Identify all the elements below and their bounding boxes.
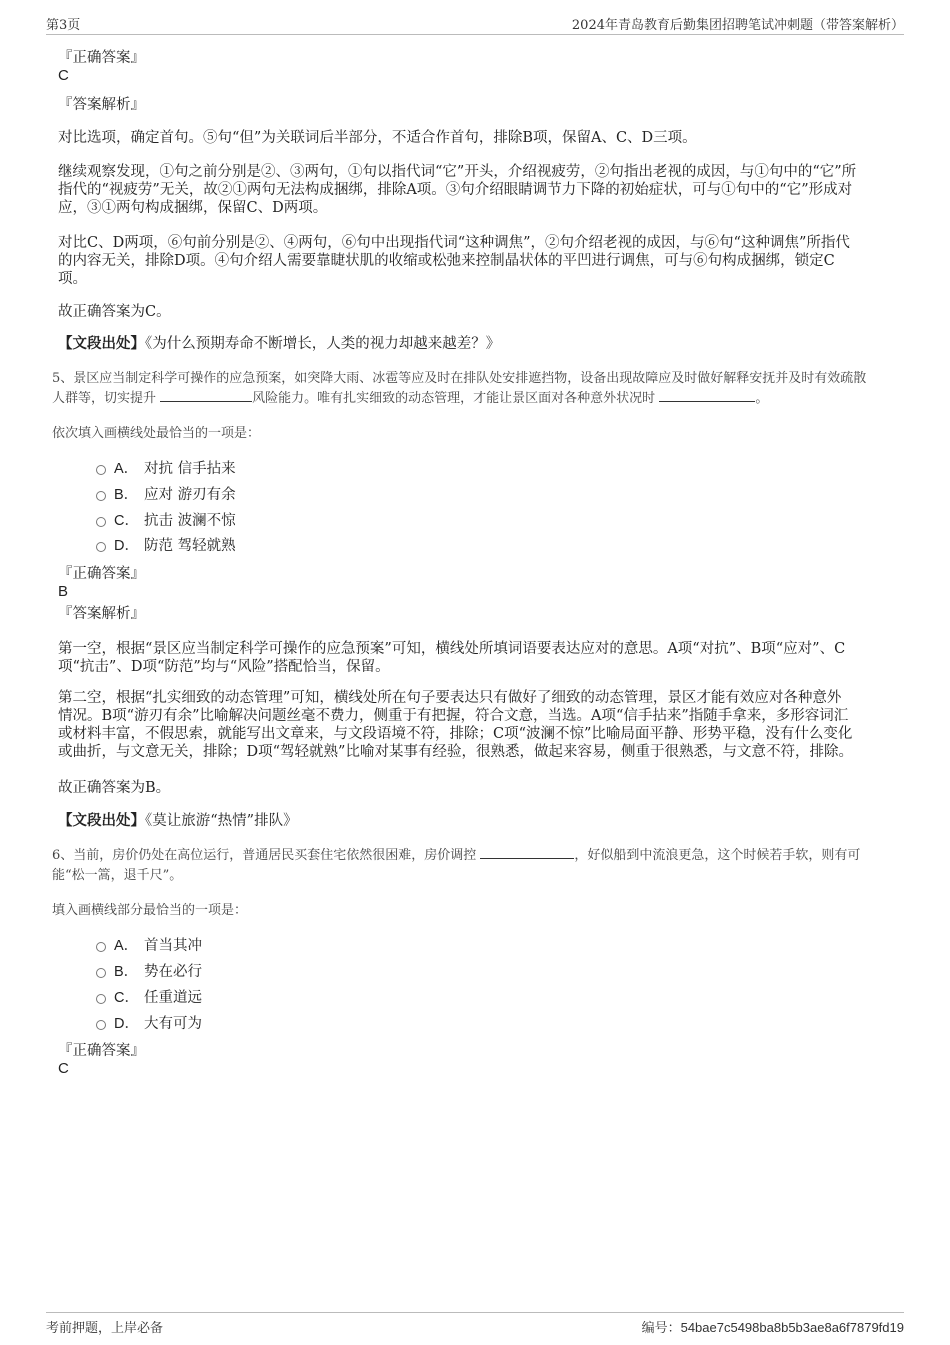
radio-icon[interactable] xyxy=(96,465,106,475)
q4-analysis-p1: 对比选项，确定首句。⑤句“但”为关联词后半部分，不适合作首句，排除B项，保留A、C、D三项。 xyxy=(58,130,697,146)
q5-analysis-p1: 第一空，根据“景区应当制定科学可操作的应急预案”可知，横线处所填词语要表达应对的意思。A项“对抗”、B项“应对”、C 项“抗击”、D项“防范”均与“风险”搭配恰当，保留。 xyxy=(58,641,846,675)
q6-option-d[interactable]: D． 大有可为 xyxy=(96,1015,202,1033)
document-title: 2024年青岛教育后勤集团招聘笔试冲刺题（带答案解析） xyxy=(571,18,904,33)
q5-option-d[interactable]: D． 防范 驾轻就熟 xyxy=(96,537,236,555)
q4-answer-label: 『正确答案』 xyxy=(58,50,145,66)
q5-conclusion: 故正确答案为B。 xyxy=(58,780,171,796)
radio-icon[interactable] xyxy=(96,491,106,501)
page-footer xyxy=(46,1312,904,1335)
source-title: 《莫让旅游“热情”排队》 xyxy=(145,813,298,829)
q4-answer: C xyxy=(58,67,69,84)
radio-icon[interactable] xyxy=(96,517,106,527)
q5-stem: 5、景区应当制定科学可操作的应急预案，如突降大雨、冰雹等应及时在排队处安排遮挡物，设备出现故障应及时做好解释安抚并及时有效疏散 人群等，切实提升 风险能力。唯有扎实细致的动态管理，才能让景区面对各种意外状况时 。 xyxy=(52,371,867,406)
q5-option-b[interactable]: B． 应对 游刃有余 xyxy=(96,486,236,504)
q5-prompt: 依次填入画横线处最恰当的一项是： xyxy=(52,426,261,441)
q5-blank-1 xyxy=(160,389,252,402)
source-label: 【文段出处】 xyxy=(58,812,145,829)
source-title: 《为什么预期寿命不断增长，人类的视力却越来越差？》 xyxy=(145,336,501,352)
radio-icon[interactable] xyxy=(96,994,106,1004)
q4-source xyxy=(58,335,888,353)
page-number: 第3页 xyxy=(46,18,81,33)
radio-icon[interactable] xyxy=(96,968,106,978)
q6-answer: C xyxy=(58,1060,69,1077)
radio-icon[interactable] xyxy=(96,942,106,952)
q4-analysis-p2: 继续观察发现，①句之前分别是②、③两句，①句以指代词“它”开头，介绍视疲劳，②句指出老视的成因，与①句中的“它”所 指代的“视疲劳”无关，故②①两句无法构成捆绑，排除A项。③句介绍眼睛调节力下降的初始症状，可与①句中的“它”形成对 应，③①两句构成捆绑，保留C、D两项。 xyxy=(58,164,857,216)
q5-source xyxy=(58,812,888,830)
radio-icon[interactable] xyxy=(96,542,106,552)
q6-option-c[interactable]: C． 任重道远 xyxy=(96,989,202,1007)
q5-answer: B xyxy=(58,583,69,600)
q6-answer-label: 『正确答案』 xyxy=(58,1043,145,1059)
q4-conclusion: 故正确答案为C。 xyxy=(58,304,171,320)
radio-icon[interactable] xyxy=(96,1020,106,1030)
q6-blank xyxy=(480,846,574,859)
document-code: 编号：54bae7c5498ba8b5b3ae8a6f7879fd19 xyxy=(641,1320,904,1336)
q5-analysis-label: 『答案解析』 xyxy=(58,606,145,622)
q6-prompt: 填入画横线部分最恰当的一项是： xyxy=(52,903,248,918)
q5-answer-label: 『正确答案』 xyxy=(58,566,145,582)
footer-slogan: 考前押题，上岸必备 xyxy=(46,1321,164,1336)
source-label: 【文段出处】 xyxy=(58,335,145,352)
q5-analysis-p2: 第二空，根据“扎实细致的动态管理”可知，横线处所在句子要表达只有做好了细致的动态管理，景区才能有效应对各种意外 情况。B项“游刃有余”比喻解决问题丝毫不费力，侧重于有把握，符合文意，当选。A项“信手拈来”指随手拿来，多形容词汇 或材料丰富，不假思索，就能写出文章来，与文段语境不符，排除；C项“波澜不惊”比喻局面平静、形势平稳，没有什么变化 或曲折，与文意无关，排除；D项“驾轻就熟”比喻对某事有经验，很熟悉，做起来容易，侧重于很熟悉，与文意不符，排除。 xyxy=(58,690,853,760)
q4-analysis-p3: 对比C、D两项，⑥句前分别是②、④两句，⑥句中出现指代词“这种调焦”，②句介绍老视的成因，与⑥句“这种调焦”所指代 的内容无关，排除D项。④句介绍人需要靠睫状肌的收缩或松弛来控制晶状体的平凹进行调焦，可与⑥句构成捆绑，锁定C 项。 xyxy=(58,235,850,287)
q6-option-b[interactable]: B． 势在必行 xyxy=(96,963,202,981)
q5-option-a[interactable]: A． 对抗 信手拈来 xyxy=(96,460,236,478)
q4-analysis-label: 『答案解析』 xyxy=(58,97,145,113)
page-header xyxy=(46,12,904,35)
q6-option-a[interactable]: A． 首当其冲 xyxy=(96,937,202,955)
q5-option-c[interactable]: C． 抗击 波澜不惊 xyxy=(96,512,236,530)
q6-stem: 6、当前，房价仍处在高位运行，普通居民买套住宅依然很困难，房价调控 ，好似船到中流浪更急，这个时候若手软，则有可 能“松一篙，退千尺”。 xyxy=(52,848,861,883)
q5-blank-2 xyxy=(659,389,755,402)
